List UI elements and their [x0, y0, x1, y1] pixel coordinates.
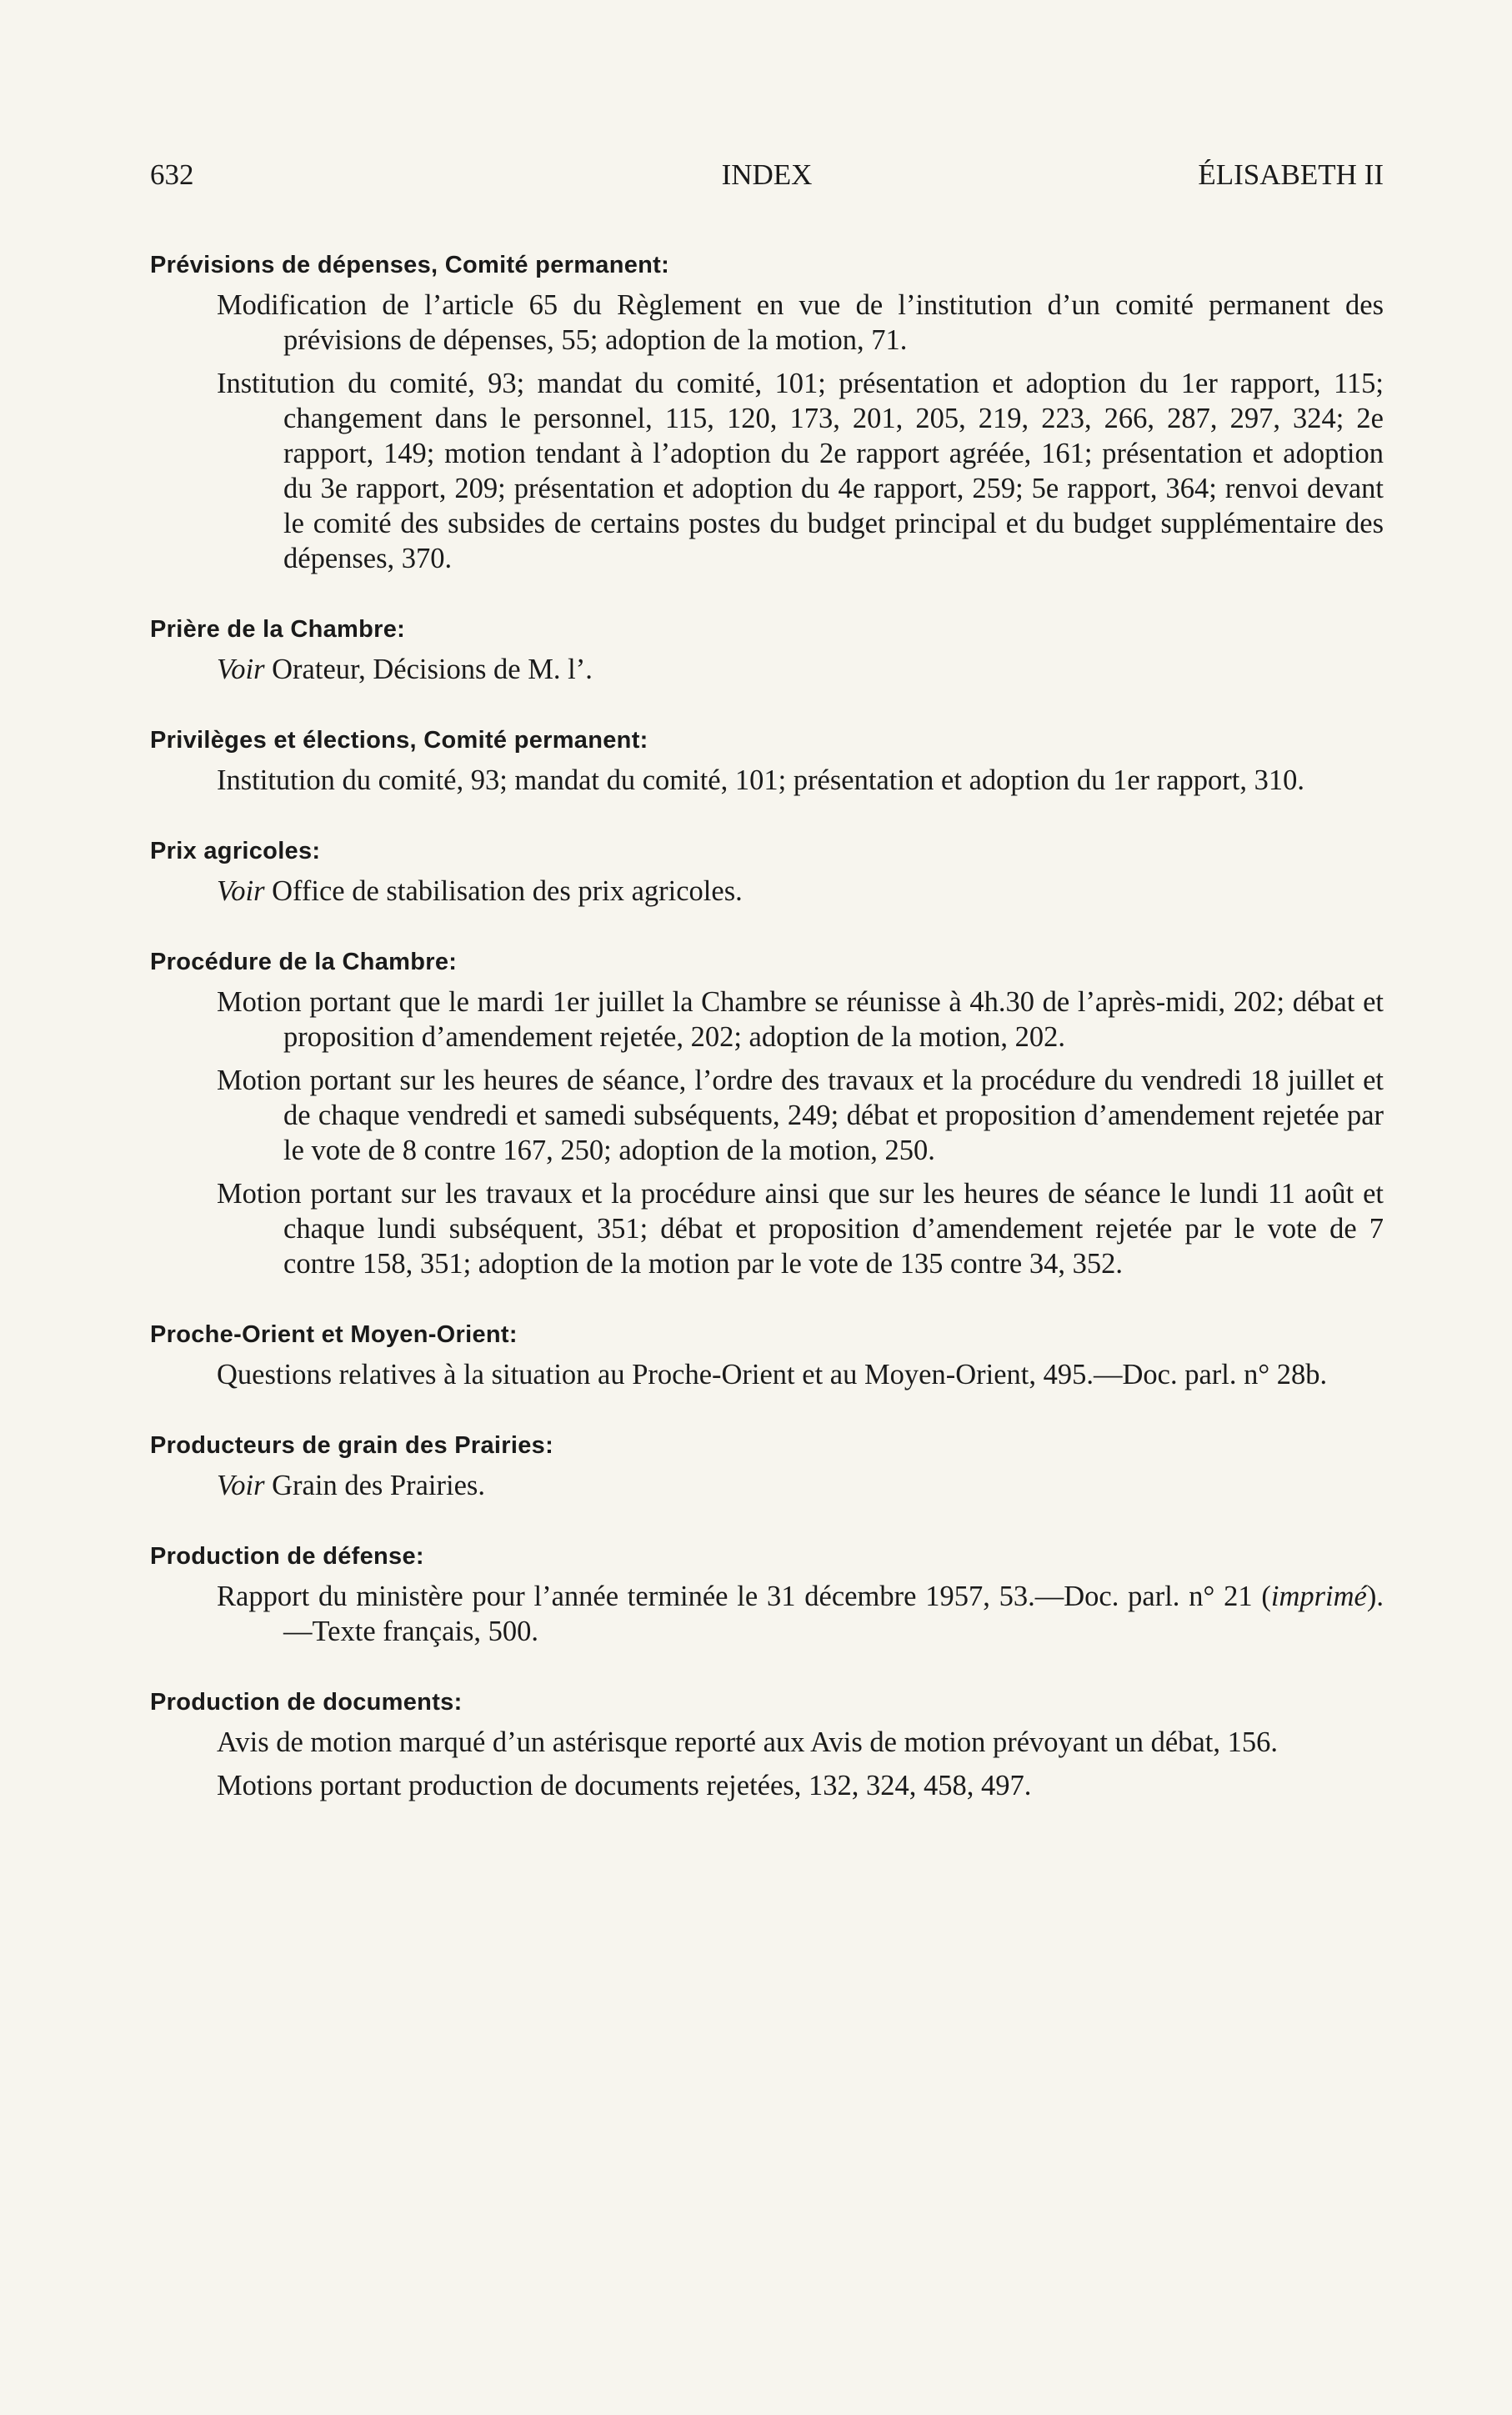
- entry-paragraph: Modification de l’article 65 du Règlement en vue de l’institution d’un comité permanent des prévisions de dépenses, 55; adoption de la motion, 71.: [217, 289, 1384, 356]
- entry-paragraph: Motions portant production de documents rejetées, 132, 324, 458, 497.: [217, 1770, 1032, 1801]
- cross-reference: [150, 874, 1384, 909]
- index-entry: [150, 838, 1384, 909]
- index-entry: [150, 727, 1384, 798]
- cross-reference-target: Orateur, Décisions de M. l’.: [264, 654, 593, 685]
- running-head: [150, 158, 1384, 200]
- entry-heading: Prix agricoles:: [150, 838, 321, 864]
- voir-label: Voir: [217, 875, 265, 907]
- entry-paragraph: Institution du comité, 93; mandat du comité, 101; présentation et adoption du 1er rapport, 115; changement dans le personnel, 115, 120, 173, 201, 205, 219, 223, 266, 287, 297, 324; 2e rapport, 149; motion tendant à l’adoption du 2e rapport agréée, 161; présentation et adoption du 3e rapport, 209; présentation et adoption du 4e rapport, 259; 5e rapport, 364; renvoi devant le comité des subsides de certains postes du budget principal et du budget supplémentaire des dépenses, 370.: [217, 368, 1384, 574]
- entry-paragraph: Questions relatives à la situation au Proche-Orient et au Moyen-Orient, 495.—Doc. parl. n° 28b.: [217, 1359, 1328, 1390]
- cross-reference: [150, 652, 1384, 687]
- voir-label: Voir: [217, 654, 265, 685]
- entry-heading: Proche-Orient et Moyen-Orient:: [150, 1321, 518, 1348]
- entry-paragraph: Avis de motion marqué d’un astérisque reporté aux Avis de motion prévoyant un débat, 156.: [217, 1726, 1279, 1758]
- cross-reference: [150, 1468, 1384, 1503]
- entry-paragraph: Motion portant sur les travaux et la procédure ainsi que sur les heures de séance le lundi 11 août et chaque lundi subséquent, 351; débat et proposition d’amendement rejetée par le vote de 7 contre 158, 351; adoption de la motion par le vote de 135 contre 34, 352.: [217, 1178, 1384, 1280]
- page-number: 632: [150, 158, 194, 191]
- running-head-right: ÉLISABETH II: [1198, 158, 1384, 191]
- running-title: INDEX: [721, 158, 813, 191]
- index-entry: [150, 252, 1384, 576]
- index-entry: [150, 1432, 1384, 1503]
- entry-heading: Privilèges et élections, Comité permanent:: [150, 727, 648, 754]
- paragraph-text: ).—Texte français, 500.: [283, 1581, 1384, 1647]
- entry-heading: Procédure de la Chambre:: [150, 949, 458, 975]
- entry-heading: Production de défense:: [150, 1543, 424, 1570]
- index-page: [150, 158, 1384, 1843]
- entry-heading: Prière de la Chambre:: [150, 616, 406, 643]
- italic-note: imprimé: [1270, 1581, 1367, 1612]
- entry-paragraph: [150, 1579, 1384, 1649]
- index-entry: [150, 949, 1384, 1281]
- entry-heading: Production de documents:: [150, 1689, 463, 1716]
- cross-reference-target: Grain des Prairies.: [264, 1470, 485, 1501]
- entry-paragraph: Motion portant que le mardi 1er juillet la Chambre se réunisse à 4h.30 de l’après-midi, 202; débat et proposition d’amendement rejetée, 202; adoption de la motion, 202.: [217, 986, 1384, 1053]
- cross-reference-target: Office de stabilisation des prix agricoles.: [264, 875, 743, 907]
- entry-heading: Prévisions de dépenses, Comité permanent:: [150, 252, 670, 278]
- voir-label: Voir: [217, 1470, 265, 1501]
- paragraph-text: Rapport du ministère pour l’année terminée le 31 décembre 1957, 53.—Doc. parl. n° 21 (: [217, 1581, 1271, 1612]
- entry-paragraph: Institution du comité, 93; mandat du comité, 101; présentation et adoption du 1er rapport, 310.: [217, 764, 1304, 796]
- entry-heading: Producteurs de grain des Prairies:: [150, 1432, 554, 1459]
- index-entry: [150, 1689, 1384, 1803]
- index-entry: [150, 1321, 1384, 1392]
- index-entry: [150, 616, 1384, 687]
- index-entry: [150, 1543, 1384, 1649]
- entry-paragraph: Motion portant sur les heures de séance, l’ordre des travaux et la procédure du vendredi 18 juillet et de chaque vendredi et samedi subséquents, 249; débat et proposition d’amendement rejetée par le vote de 8 contre 167, 250; adoption de la motion, 250.: [217, 1065, 1384, 1166]
